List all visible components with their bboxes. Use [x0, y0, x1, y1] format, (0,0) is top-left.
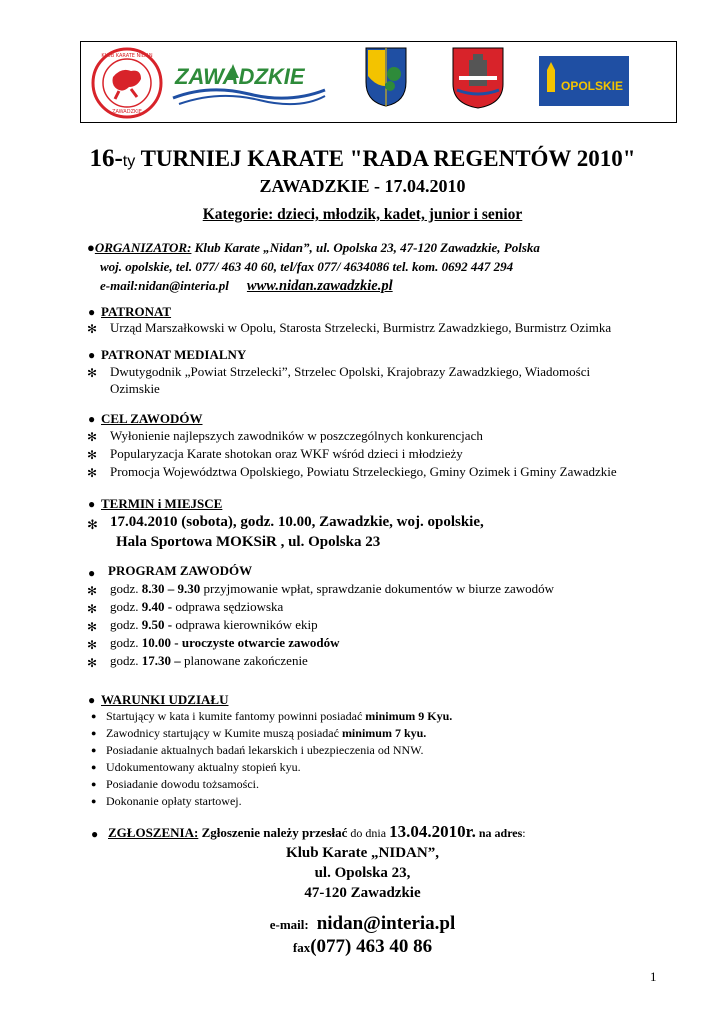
- bullet-icon: ●: [91, 728, 97, 738]
- zgloszenia-line: ZGŁOSZENIA: Zgłoszenie należy przesłać do dnia 13.04.2010r. na adres:: [108, 822, 526, 841]
- address-fax-line: fax(077) 463 40 86: [292, 936, 433, 957]
- warunki-item: Dokonanie opłaty startowej.: [106, 794, 242, 808]
- bullet-icon: ●: [87, 240, 95, 255]
- asterisk-icon: ✻: [87, 366, 98, 380]
- asterisk-icon: ✻: [87, 584, 98, 598]
- coat-of-arms-1: [364, 46, 408, 108]
- cel-item-2: Popularyzacja Karate shotokan oraz WKF wśród dzieci i młodzieży: [110, 446, 463, 461]
- program-item: godz. 17.30 – planowane zakończenie: [110, 653, 308, 668]
- organizer-email: e-mail:nidan@interia.pl: [100, 278, 229, 293]
- warunki-item: Zawodnicy startujący w Kumite muszą posiadać minimum 7 kyu.: [106, 726, 427, 740]
- warunki-item: Udokumentowany aktualny stopień kyu.: [106, 760, 301, 774]
- title-suffix: ty: [122, 153, 136, 170]
- page-title: [0, 145, 725, 173]
- termin-line-1: 17.04.2010 (sobota), godz. 10.00, Zawadzkie, woj. opolskie,: [110, 514, 484, 530]
- bullet-icon: ●: [91, 796, 97, 806]
- coat-of-arms-2: [451, 46, 505, 110]
- zawadzkie-logo: [169, 54, 329, 112]
- program-heading: PROGRAM ZAWODÓW: [108, 563, 253, 578]
- patronat-heading: PATRONAT: [101, 304, 172, 319]
- asterisk-icon: ✻: [87, 602, 98, 616]
- bullet-icon: ●: [88, 348, 96, 362]
- bullet-icon: ●: [88, 412, 96, 426]
- organizer-label: ORGANIZATOR:: [94, 240, 192, 255]
- organizer-line-1: [87, 240, 540, 256]
- patronat-text: Urząd Marszałkowski w Opolu, Starosta Strzelecki, Burmistrz Zawadzkiego, Burmistrz Ozimka: [110, 320, 612, 335]
- karate-ring-text: KLUB KARATE NIDAN: [101, 53, 153, 59]
- termin-heading: TERMIN i MIEJSCE: [101, 496, 223, 511]
- warunki-item: Posiadanie aktualnych badań lekarskich i ubezpieczenia od NNW.: [106, 743, 424, 757]
- karate-inner-text: ZAWADZKIE: [112, 109, 142, 115]
- page-number: 1: [650, 969, 657, 984]
- asterisk-icon: ✻: [87, 322, 98, 336]
- address-line-1: Klub Karate „NIDAN”,: [286, 845, 439, 861]
- title-main: TURNIEJ KARATE "RADA REGENTÓW 2010": [135, 146, 636, 171]
- bullet-icon: ●: [91, 762, 97, 772]
- asterisk-icon: ✻: [87, 620, 98, 634]
- address-email-line: e-mail: nidan@interia.pl: [269, 913, 456, 934]
- organizer-website-link[interactable]: www.nidan.zawadzkie.pl: [246, 278, 393, 294]
- karate-club-logo: [91, 47, 163, 119]
- asterisk-icon: ✻: [87, 466, 98, 480]
- address-fax: (077) 463 40 86: [310, 936, 433, 957]
- title-number: 16-: [89, 145, 123, 172]
- bullet-icon: ●: [88, 497, 96, 511]
- address-email: nidan@interia.pl: [316, 913, 456, 934]
- bullet-icon: ●: [91, 827, 99, 841]
- categories-line: Kategorie: dzieci, młodzik, kadet, junior i senior: [202, 206, 523, 223]
- patronat-medialny-line-1: Dwutygodnik „Powiat Strzelecki”, Strzelec Opolski, Krajobrazy Zawadzkiego, Wiadomości: [110, 364, 591, 379]
- asterisk-icon: ✻: [87, 430, 98, 444]
- asterisk-icon: ✻: [87, 656, 98, 670]
- zawadzkie-wordmark: ZAWADZKIE: [175, 64, 305, 89]
- asterisk-icon: ✻: [87, 448, 98, 462]
- cel-item-1: Wyłonienie najlepszych zawodników w poszczególnych konkurencjach: [110, 428, 483, 443]
- organizer-text: Klub Karate „Nidan”, ul. Opolska 23, 47-120 Zawadzkie, Polska: [191, 240, 540, 255]
- warunki-item: Posiadanie dowodu tożsamości.: [106, 777, 259, 791]
- bullet-icon: ●: [88, 305, 96, 319]
- page-subtitle: ZAWADZKIE - 17.04.2010: [259, 176, 466, 196]
- bullet-icon: ●: [91, 779, 97, 789]
- bullet-icon: ●: [91, 745, 97, 755]
- organizer-line-3: [100, 278, 393, 295]
- cel-item-3: Promocja Województwa Opolskiego, Powiatu Strzeleckiego, Gminy Ozimek i Gminy Zawadzkie: [110, 464, 617, 479]
- bullet-icon: ●: [88, 566, 96, 580]
- patronat-medialny-heading: PATRONAT MEDIALNY: [101, 347, 247, 362]
- program-item: godz. 10.00 - uroczyste otwarcie zawodów: [110, 635, 340, 650]
- asterisk-icon: ✻: [87, 638, 98, 652]
- opolskie-text: OPOLSKIE: [561, 79, 624, 93]
- warunki-heading: WARUNKI UDZIAŁU: [101, 692, 229, 707]
- termin-line-2: Hala Sportowa MOKSiR , ul. Opolska 23: [116, 534, 381, 550]
- address-line-2: ul. Opolska 23,: [314, 865, 411, 881]
- organizer-line-2: woj. opolskie, tel. 077/ 463 40 60, tel/fax 077/ 4634086 tel. kom. 0692 447 294: [100, 259, 514, 274]
- deadline-date: 13.04.2010r.: [389, 822, 476, 841]
- address-line-3: 47-120 Zawadzkie: [304, 885, 421, 901]
- zgloszenia-label: ZGŁOSZENIA:: [108, 825, 199, 840]
- bullet-icon: ●: [88, 693, 96, 707]
- cel-heading: CEL ZAWODÓW: [101, 411, 203, 426]
- asterisk-icon: ✻: [87, 517, 98, 532]
- program-item: godz. 9.50 - odprawa kierowników ekip: [110, 617, 318, 632]
- program-item: godz. 8.30 – 9.30 przyjmowanie wpłat, sprawdzanie dokumentów w biurze zawodów: [110, 581, 555, 596]
- logo-strip: [80, 41, 677, 123]
- program-item: godz. 9.40 - odprawa sędziowska: [110, 599, 284, 614]
- patronat-medialny-line-2: Ozimskie: [110, 381, 160, 396]
- bullet-icon: ●: [91, 711, 97, 721]
- warunki-item: Startujący w kata i kumite fantomy powinni posiadać minimum 9 Kyu.: [106, 709, 453, 723]
- opolskie-logo: [539, 56, 629, 106]
